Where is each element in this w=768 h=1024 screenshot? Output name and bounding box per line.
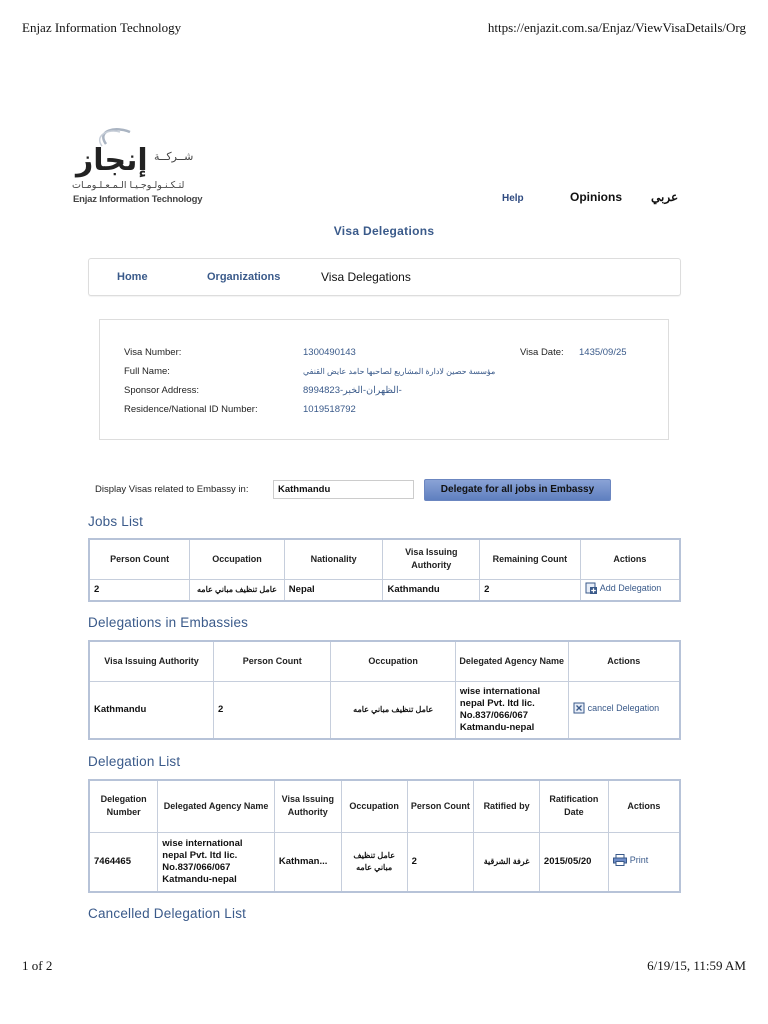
authority-cell: Kathmandu [89,681,214,739]
visa-date-value: 1435/09/25 [579,347,627,358]
full-name-label: Full Name: [124,366,170,377]
column-header: Occupation [341,780,407,832]
print-header [22,20,746,36]
table-row [89,681,680,739]
visa-number-label: Visa Number: [124,347,182,358]
table-header-row [89,539,680,579]
table-row [89,579,680,601]
column-header: Person Count [89,539,190,579]
column-header: Nationality [284,539,383,579]
printer-icon [613,854,627,866]
actions-cell [608,832,680,892]
opinions-link[interactable]: Opinions [570,190,622,204]
logo-arabic-main: إنجاز [76,143,148,178]
authority-cell: Kathman... [274,832,341,892]
page-title: Visa Delegations [333,224,435,238]
delegation-list-title: Delegation List [88,754,181,769]
language-toggle-link[interactable]: عربي [651,190,679,204]
jobs-table [88,538,681,602]
cancel-delegation-link[interactable] [573,702,660,714]
visa-info-panel [99,319,669,440]
authority-cell: Kathmandu [383,579,480,601]
table-header-row [89,780,680,832]
logo-arabic-sub: لتـكـنـولـوجـيـا الـمـعـلـومـات [72,180,185,191]
occupation-cell: عامل تنظيف مباني عامه [331,681,455,739]
person-count-cell: 2 [407,832,474,892]
column-header: Delegated Agency Name [158,780,275,832]
print-footer [22,958,746,974]
column-header: Person Count [214,641,331,681]
column-header: Delegated Agency Name [455,641,568,681]
column-header: Actions [568,641,680,681]
logo-english: Enjaz Information Technology [73,194,203,205]
add-delegation-link[interactable] [585,582,662,594]
logo-arabic-small: شــركــة [154,150,193,163]
column-header: Visa Issuing Authority [89,641,214,681]
residence-id-label: Residence/National ID Number: [124,404,258,415]
column-header: Actions [608,780,680,832]
embassy-label: Display Visas related to Embassy in: [95,484,249,495]
sponsor-address-value: 8994823-الظهران-الخبر- [303,385,402,396]
visa-number-value: 1300490143 [303,347,356,358]
cancelled-delegation-list-title: Cancelled Delegation List [88,906,247,921]
embassy-delegations-table [88,640,681,740]
occupation-cell: عامل تنظيف مباني عامه [190,579,285,601]
print-page-number: 1 of 2 [22,958,53,973]
column-header: Ratification Date [539,780,608,832]
delegation-number-cell: 7464465 [89,832,158,892]
print-label: Print [629,854,649,865]
column-header: Remaining Count [480,539,581,579]
agency-name-cell: wise international nepal Pvt. ltd lic. No.837/066/067 Katmandu-nepal [455,681,568,739]
column-header: Occupation [331,641,455,681]
print-link[interactable] [613,854,649,866]
actions-cell [580,579,680,601]
agency-name-cell: wise international nepal Pvt. ltd lic. No.837/066/067 Katmandu-nepal [158,832,275,892]
ratification-date-cell: 2015/05/20 [539,832,608,892]
table-header-row [89,641,680,681]
column-header: Delegation Number [89,780,158,832]
add-delegation-label: Add Delegation [599,582,662,593]
main-nav [88,258,681,296]
nav-visa-delegations[interactable]: Visa Delegations [321,270,411,284]
delegation-list-table [88,779,681,893]
visa-date-label: Visa Date: [520,347,564,358]
nav-organizations[interactable]: Organizations [207,271,281,283]
sponsor-address-label: Sponsor Address: [124,385,199,396]
person-count-cell: 2 [89,579,190,601]
nationality-cell: Nepal [284,579,383,601]
table-row [89,832,680,892]
actions-cell [568,681,680,739]
residence-id-value: 1019518792 [303,404,356,415]
column-header: Ratified by [474,780,540,832]
nav-home[interactable]: Home [117,271,148,283]
embassy-input[interactable] [273,480,414,499]
cancel-delegation-label: cancel Delegation [587,702,660,713]
remaining-count-cell: 2 [480,579,581,601]
print-datetime: 6/19/15, 11:59 AM [647,958,746,973]
print-header-title: Enjaz Information Technology [22,20,182,35]
column-header: Visa Issuing Authority [274,780,341,832]
full-name-value: مؤسسة حصين لادارة المشاريع لصاحبها حامد عايض القنفي [303,367,496,376]
column-header: Visa Issuing Authority [383,539,480,579]
person-count-cell: 2 [214,681,331,739]
occupation-cell: عامل تنظيف مباني عامه [341,832,407,892]
column-header: Person Count [407,780,474,832]
add-document-icon [585,582,597,594]
jobs-list-title: Jobs List [88,514,144,529]
print-header-url: https://enjazit.com.sa/Enjaz/ViewVisaDetails/Org [487,20,746,35]
help-link[interactable]: Help [502,193,524,204]
column-header: Occupation [190,539,285,579]
column-header: Actions [580,539,680,579]
embassy-delegations-title: Delegations in Embassies [88,615,249,630]
delegate-all-button[interactable]: Delegate for all jobs in Embassy [424,479,611,501]
cancel-document-icon [573,702,585,714]
ratified-by-cell: غرفة الشرقية [474,832,540,892]
